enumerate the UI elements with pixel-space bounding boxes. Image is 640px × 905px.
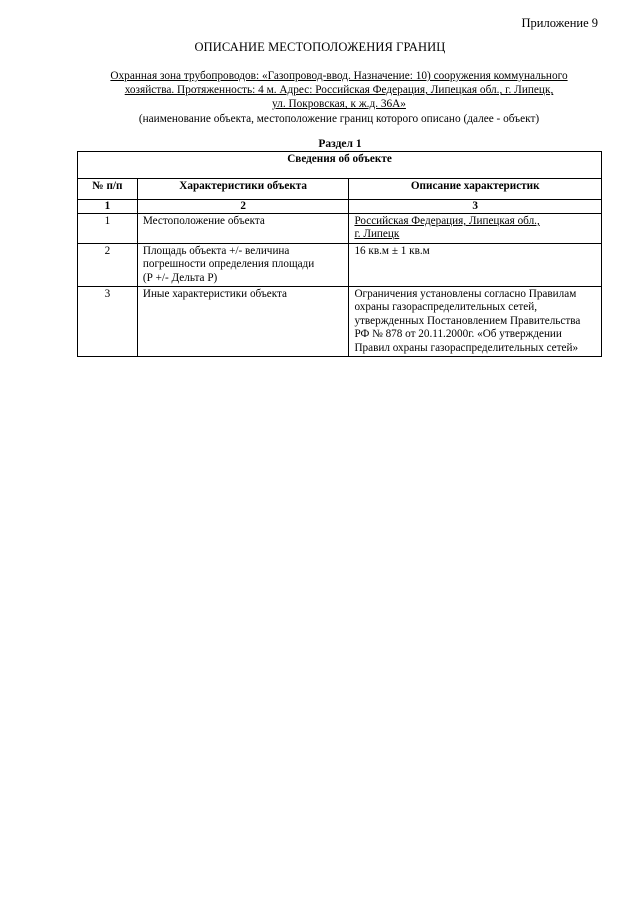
object-line-2: хозяйства. Протяженность: 4 м. Адрес: Российская Федерация, Липецкая обл., г. Липецк, [124,84,554,97]
object-description [70,69,608,126]
description-line: г. Липецк [354,228,400,241]
description-line: Российская Федерация, Липецкая обл., [354,215,540,227]
table-title: Сведения об объекте [78,152,602,179]
object-info-table [77,151,602,357]
characteristic-line: Площадь объекта +/- величина [142,244,290,257]
table-row [78,243,602,286]
table-title-row [78,152,602,179]
characteristic-line: (Р +/- Дельта Р) [142,271,218,284]
object-line-3: ул. Покровская, к ж.д. 36А» [272,98,406,111]
column-number-3: 3 [349,200,602,214]
row-characteristic: Местоположение объекта [137,214,349,244]
table-header-row [78,179,602,200]
object-caption: (наименование объекта, местоположение границ которого описано (далее - объект) [138,112,540,125]
description-line: Правил охраны газораспределительных сетей» [354,341,579,354]
document-title: ОПИСАНИЕ МЕСТОПОЛОЖЕНИЯ ГРАНИЦ [194,40,446,54]
column-number-2: 2 [137,200,349,214]
characteristic-line: погрешности определения площади [142,258,315,271]
column-header-number: № п/п [78,179,138,200]
table-row [78,214,602,244]
row-description [349,214,602,244]
object-line-1: Охранная зона трубопроводов: «Газопровод-ввод. Назначение: 10) сооружения коммунального [110,70,568,82]
appendix-label: Приложение 9 [521,16,598,30]
row-characteristic [137,243,349,286]
row-number: 1 [78,214,138,244]
description-line: Ограничения установлены согласно Правилам [354,288,577,301]
description-line: охраны газораспределительных сетей, [354,301,537,314]
column-header-characteristic: Характеристики объекта [137,179,349,200]
section-title: Раздел 1 [318,138,362,150]
row-number: 2 [78,243,138,286]
table-row [78,287,602,357]
column-number-row [78,200,602,214]
row-number: 3 [78,287,138,357]
description-line: РФ № 878 от 20.11.2000г. «Об утверждении [354,328,562,341]
row-characteristic: Иные характеристики объекта [137,287,349,357]
column-number-1: 1 [78,200,138,214]
row-description [349,287,602,357]
column-header-description: Описание характеристик [349,179,602,200]
description-line: утвержденных Постановлением Правительства [354,314,581,327]
row-description: 16 кв.м ± 1 кв.м [349,243,602,286]
